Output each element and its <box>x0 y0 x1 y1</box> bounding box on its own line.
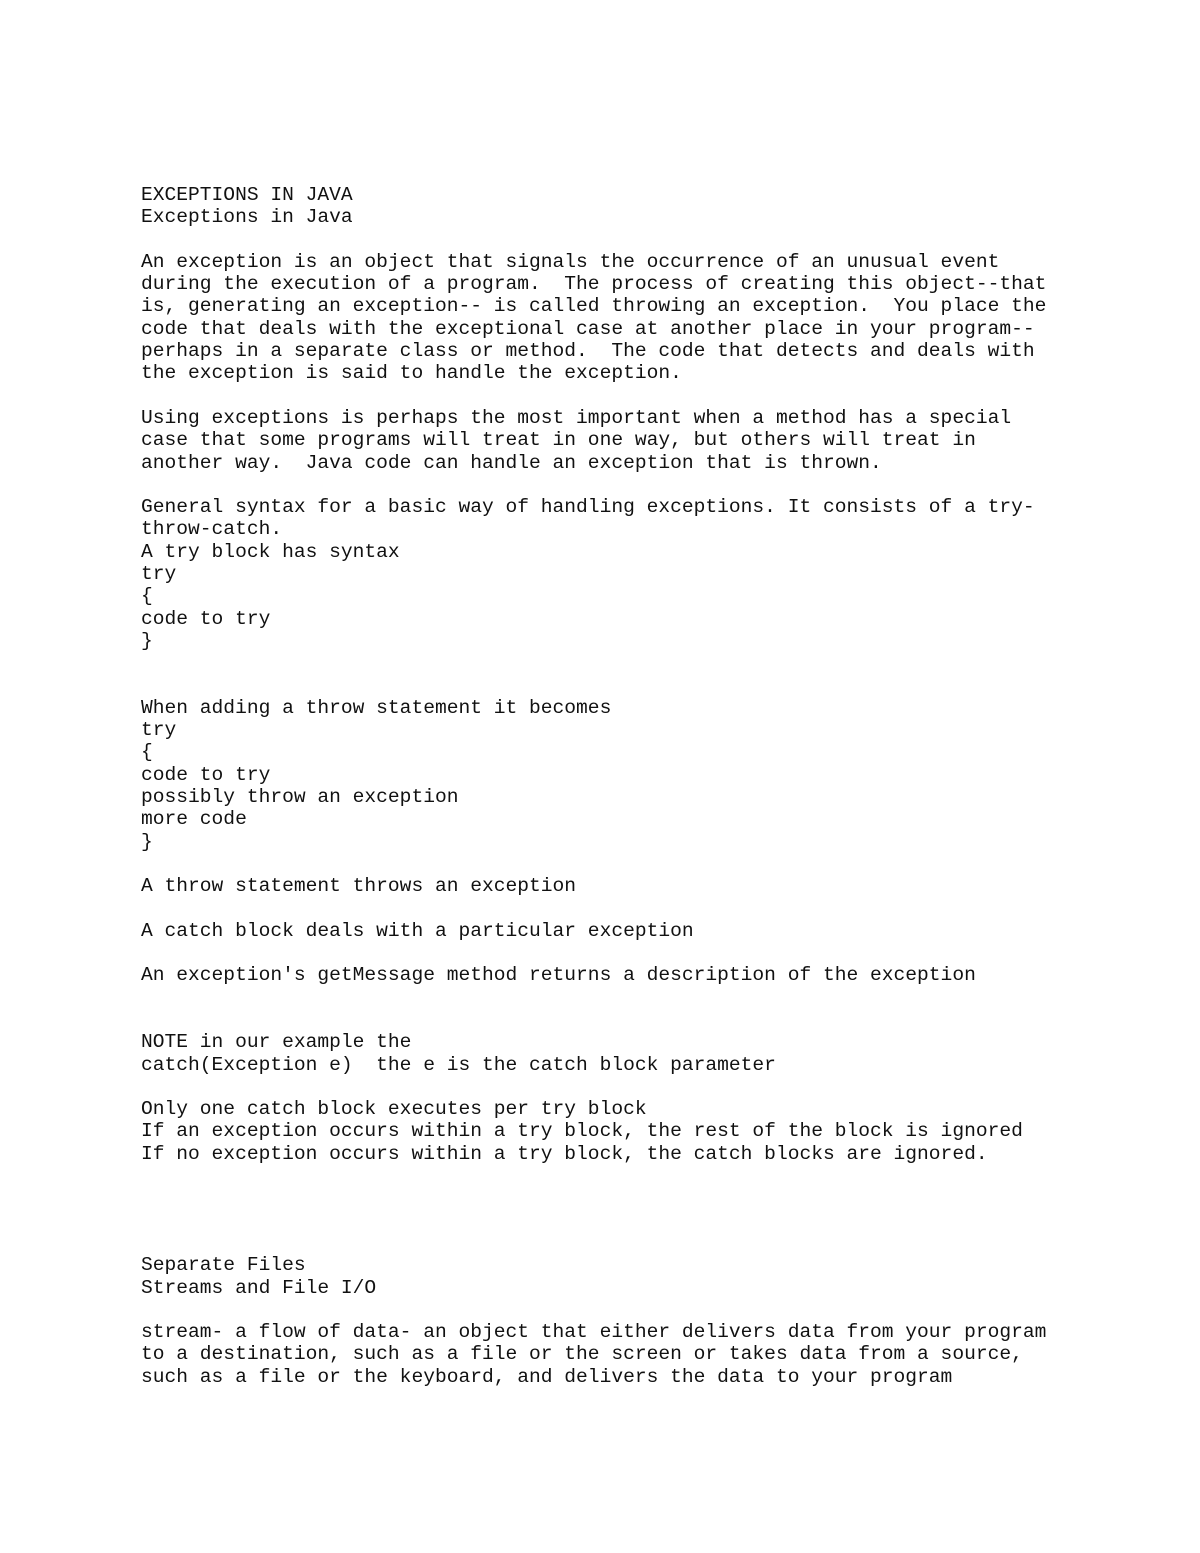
text-line: perhaps in a separate class or method. The code that detects and deals with <box>141 340 1035 363</box>
text-line: { <box>141 585 153 608</box>
text-line <box>141 1187 1141 1209</box>
text-line: try <box>141 563 177 586</box>
text-line: another way. Java code can handle an exception that is thrown. <box>141 451 882 474</box>
text-line: Streams and File I/O <box>141 1276 377 1299</box>
text-line: Exceptions in Java <box>141 206 353 229</box>
text-line: the exception is said to handle the exception. <box>141 362 682 385</box>
text-line <box>141 853 1141 875</box>
text-line: catch(Exception e) the e is the catch block parameter <box>141 1053 776 1076</box>
text-line: A catch block deals with a particular exception <box>141 919 694 942</box>
text-line: Only one catch block executes per try block <box>141 1098 647 1121</box>
text-line: { <box>141 741 153 764</box>
text-line: case that some programs will treat in one way, but others will treat in <box>141 429 976 452</box>
text-line: General syntax for a basic way of handling exceptions. It consists of a try- <box>141 496 1035 519</box>
text-line <box>141 898 1141 920</box>
text-line: NOTE in our example the <box>141 1031 412 1054</box>
text-line: } <box>141 629 153 652</box>
text-line: Separate Files <box>141 1254 306 1277</box>
text-line: to a destination, such as a file or the screen or takes data from a source, <box>141 1343 1023 1366</box>
text-line <box>141 1165 1141 1187</box>
text-line: code that deals with the exceptional case at another place in your program-- <box>141 317 1035 340</box>
text-line <box>141 1232 1141 1254</box>
text-line <box>141 1076 1141 1098</box>
text-line: A throw statement throws an exception <box>141 875 577 898</box>
text-line: throw-catch. <box>141 518 283 541</box>
text-line: try <box>141 719 177 742</box>
text-line: EXCEPTIONS IN JAVA <box>141 184 353 206</box>
text-line: stream- a flow of data- an object that either delivers data from your program <box>141 1321 1047 1344</box>
text-line: Using exceptions is perhaps the most important when a method has a special <box>141 406 1012 429</box>
text-line: A try block has syntax <box>141 540 400 563</box>
text-line: code to try <box>141 607 271 630</box>
text-line: more code <box>141 808 247 831</box>
text-line: is, generating an exception-- is called throwing an exception. You place the <box>141 295 1047 318</box>
text-line <box>141 1299 1141 1321</box>
text-line: code to try <box>141 763 271 786</box>
text-line: If no exception occurs within a try block, the catch blocks are ignored. <box>141 1142 988 1165</box>
text-line: When adding a throw statement it becomes <box>141 696 612 719</box>
document-body <box>141 184 1141 1388</box>
text-line: such as a file or the keyboard, and delivers the data to your program <box>141 1365 953 1388</box>
text-line <box>141 385 1141 407</box>
text-line <box>141 474 1141 496</box>
text-line: } <box>141 830 153 853</box>
text-line <box>141 942 1141 964</box>
text-line: during the execution of a program. The process of creating this object--that <box>141 273 1047 296</box>
text-line: If an exception occurs within a try block, the rest of the block is ignored <box>141 1120 1023 1143</box>
text-line: An exception is an object that signals the occurrence of an unusual event <box>141 250 1000 273</box>
text-line <box>141 229 1141 251</box>
text-line <box>141 652 1141 674</box>
text-line <box>141 1210 1141 1232</box>
text-line <box>141 675 1141 697</box>
text-line: possibly throw an exception <box>141 786 459 809</box>
text-line <box>141 1009 1141 1031</box>
text-line <box>141 987 1141 1009</box>
text-line: An exception's getMessage method returns a description of the exception <box>141 964 976 987</box>
